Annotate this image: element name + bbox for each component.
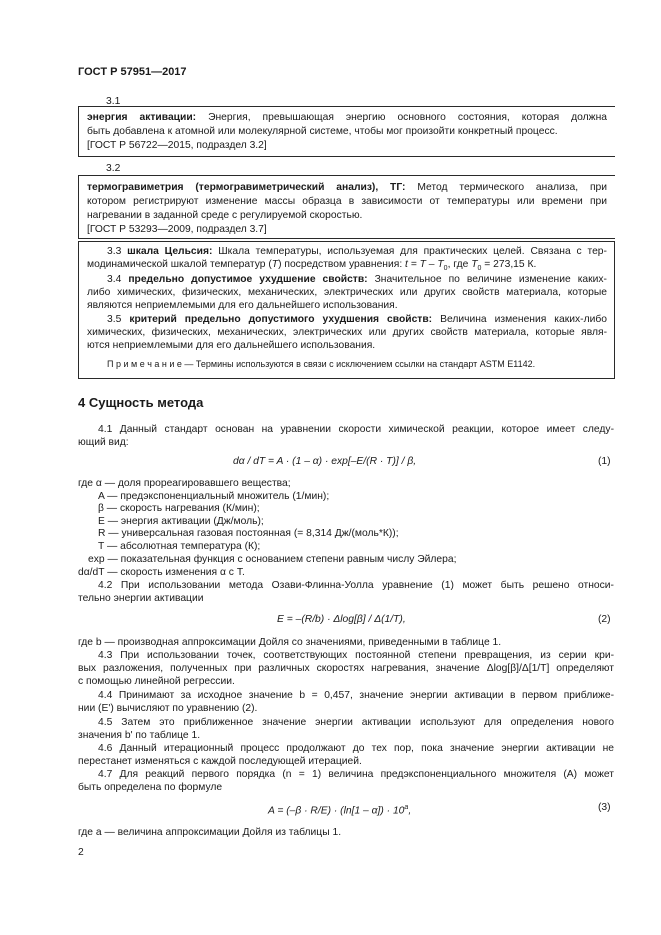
paragraph-4-5: 4.5 Затем это приближенное значение энергии активации используют для определения нового [98,717,614,728]
term-definition-line: химических, физических, механических, электрических или других свойств материала, которые явля- [87,327,607,338]
paragraph-4-7: 4.7 Для реакций первого порядка (n = 1) величина предэкспоненциального множителя (A) может [98,769,614,780]
variable-definition: T — абсолютная температура (К); [98,541,261,552]
paragraph-4-3: 4.3 При использовании точек, соответствующих постоянной степени превращения, из серии кри- [98,650,614,661]
paragraph-4-1-cont: ющий вид: [78,437,129,448]
term-definition-line: энергия активации: Энергия, превышающая энергию основного состояния, которая должна [87,112,607,123]
term-reference: [ГОСТ Р 56722—2015, подраздел 3.2] [87,140,267,151]
term-reference: [ГОСТ Р 53293—2009, подраздел 3.7] [87,224,267,235]
variable-definition: R — универсальная газовая постоянная (= 8,314 Дж/(моль*К)); [98,528,399,539]
variable-definition: β — скорость нагревания (К/мин); [98,503,260,514]
term-definition-line: ются неприемлемыми для его дальнейшего использования. [87,340,376,351]
page-number: 2 [78,847,84,858]
paragraph-4-5-cont: значения b' по таблице 1. [78,730,201,741]
where-b: где b — производная аппроксимации Дойля со значениями, приведенными в таблице 1. [78,637,502,648]
variable-definition: dα/dT — скорость изменения α с T. [78,567,245,578]
term-box-3-1 [78,106,615,157]
where-intro: где α — доля прореагировавшего вещества; [78,478,291,489]
term-number: 3.2 [106,163,121,174]
variable-definition: A — предэкспоненциальный множитель (1/мин); [98,491,330,502]
paragraph-4-6: 4.6 Данный итерационный процесс продолжают до тех пор, пока значение энергии активации не [98,743,614,754]
paragraph-4-6-cont: перестанет изменяться с каждой последующей итерацией. [78,756,362,767]
equation-2: E = –(R/b) · Δlog[β] / Δ(1/T), [277,614,406,625]
equation-number: (3) [598,802,611,813]
section-heading: 4 Сущность метода [78,395,204,410]
equation-1: dα / dT = A · (1 – α) · exp[–E/(R · T)] / β, [233,456,417,467]
term-definition-line: котором регистрируют изменение массы образца в зависимости от температуры или времени при [87,196,607,207]
equation-3: $A = (-\beta \cdot R/E) \cdot (\ln[1 - \alpha]) \cdot 10^a$, [268,804,412,817]
variable-definition: exp — показательная функция с основанием степени равным числу Эйлера; [88,554,457,565]
note: П р и м е ч а н и е — Термины используются в связи с исключением ссылки на стандарт ASTM E1142. [107,359,536,369]
term-box-3-3-to-3-5 [78,241,615,379]
equation-number: (2) [598,614,611,625]
paragraph-4-3-cont: с помощью линейной регрессии. [78,676,235,687]
term-definition-line: нагревании в заданной среде с регулируемой скоростью. [87,210,363,221]
where-a: где a — величина аппроксимации Дойля из таблицы 1. [78,827,342,838]
paragraph-4-7-cont: быть определена по формуле [78,782,223,793]
paragraph-4-3-cont: вых разложения, полученных при различных скоростях нагревания, значение Δlog[β]/Δ[1/T] определяют [78,663,614,674]
document-header: ГОСТ Р 57951—2017 [78,66,187,78]
term-definition-line: 3.3 шкала Цельсия: Шкала температуры, используемая для практических целей. Связана с тер- [107,246,607,257]
term-definition-line: 3.5 критерий предельно допустимого ухудшения свойств: Величина изменения каких-либо [107,314,607,325]
paragraph-4-4: 4.4 Принимают за исходное значение b = 0,457, значение энергии активации в первом приближе- [98,690,614,701]
term-definition-line: модинамической шкалой температур (T) посредством уравнения: $t = T - T_0$, где $T_0 = 273,15$ К. [87,259,537,273]
term-number: 3.1 [106,96,121,107]
paragraph-4-2-cont: тельно энергии активации [78,593,204,604]
term-definition-line: либо химических, физических, механических, электрических или других свойств материала, которые [87,287,607,298]
term-definition-line: быть добавлена к атомной или молекулярной системе, чтобы мог произойти конкретный процесс. [87,126,558,137]
paragraph-4-1: 4.1 Данный стандарт основан на уравнении скорости химической реакции, которое имеет следу- [98,424,614,435]
term-definition-line: 3.4 предельно допустимое ухудшение свойств: Значительное по величине изменение каких- [107,274,607,285]
term-box-3-2 [78,175,615,239]
variable-definition: E — энергия активации (Дж/моль); [98,516,264,527]
paragraph-4-2: 4.2 При использовании метода Озави-Флинна-Уолла уравнение (1) может быть решено относи- [98,580,614,591]
term-definition-line: являются неприемлемыми для его дальнейшего использования. [87,300,398,311]
paragraph-4-4-cont: нии (E') вычисляют по уравнению (2). [78,703,258,714]
equation-number: (1) [598,456,611,467]
term-definition-line: термогравиметрия (термогравиметрический анализ), ТГ: Метод термического анализа, при [87,182,607,193]
